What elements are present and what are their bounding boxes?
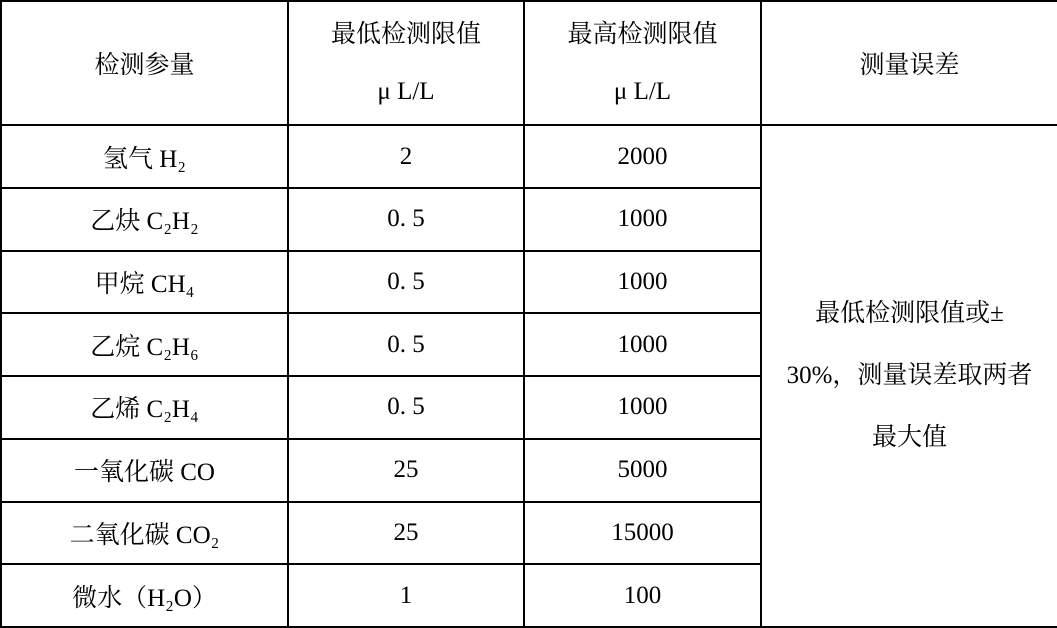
max-value: 1000 [617, 205, 668, 233]
header-max-limit-unit: μ L/L [613, 78, 672, 106]
param-label: 甲烷 CH₄ [94, 271, 195, 299]
cell-min [288, 188, 524, 251]
max-value: 15000 [611, 518, 674, 546]
max-value: 100 [623, 581, 662, 609]
header-error [761, 1, 1057, 125]
param-label: 乙炔 C₂H₂ [90, 208, 199, 236]
cell-param [1, 313, 288, 376]
min-value: 25 [393, 518, 419, 546]
header-min-limit [288, 1, 524, 125]
param-label: 氢气 H₂ [102, 145, 187, 173]
error-text-line2: 30%，测量误差取两者 [786, 362, 1033, 390]
max-value: 5000 [617, 456, 668, 484]
min-value: 0. 5 [387, 330, 425, 358]
error-text-line1: 最低检测限值或± [815, 300, 1004, 328]
cell-param [1, 376, 288, 439]
cell-measurement-error [761, 125, 1057, 627]
param-label: 乙烷 C₂H₆ [90, 333, 199, 361]
cell-max [524, 313, 761, 376]
header-param [1, 1, 288, 125]
cell-min [288, 502, 524, 565]
table-header-row [1, 1, 1057, 125]
max-value: 1000 [617, 268, 668, 296]
cell-max [524, 502, 761, 565]
cell-param [1, 564, 288, 627]
header-min-limit-unit: μ L/L [377, 78, 435, 106]
cell-param [1, 125, 288, 188]
cell-param [1, 502, 288, 565]
cell-min [288, 125, 524, 188]
param-label: 二氧化碳 CO₂ [69, 521, 220, 549]
cell-max [524, 376, 761, 439]
param-label: 微水（H₂O） [72, 584, 217, 612]
param-label: 一氧化碳 CO [74, 459, 215, 487]
header-min-limit-stack [289, 6, 523, 120]
header-min-limit-label: 最低检测限值 [330, 21, 481, 49]
cell-max [524, 564, 761, 627]
max-value: 1000 [617, 393, 668, 421]
cell-min [288, 251, 524, 314]
max-value: 2000 [617, 142, 668, 170]
cell-min [288, 313, 524, 376]
param-label: 乙烯 C₂H₄ [90, 396, 199, 424]
cell-min [288, 376, 524, 439]
header-error-label: 测量误差 [859, 52, 960, 80]
min-value: 0. 5 [387, 393, 425, 421]
min-value: 1 [399, 581, 413, 609]
cell-max [524, 439, 761, 502]
cell-param [1, 251, 288, 314]
cell-min [288, 564, 524, 627]
cell-max [524, 125, 761, 188]
header-max-limit-stack [525, 6, 760, 120]
cell-param [1, 439, 288, 502]
min-value: 25 [393, 456, 419, 484]
min-value: 2 [399, 142, 413, 170]
header-param-label: 检测参量 [94, 52, 195, 80]
error-text-line3: 最大值 [871, 424, 947, 452]
header-max-limit [524, 1, 761, 125]
min-value: 0. 5 [387, 268, 425, 296]
header-max-limit-label: 最高检测限值 [567, 21, 718, 49]
cell-max [524, 188, 761, 251]
cell-param [1, 188, 288, 251]
cell-min [288, 439, 524, 502]
cell-max [524, 251, 761, 314]
max-value: 1000 [617, 330, 668, 358]
min-value: 0. 5 [387, 205, 425, 233]
table-row [1, 125, 1057, 188]
